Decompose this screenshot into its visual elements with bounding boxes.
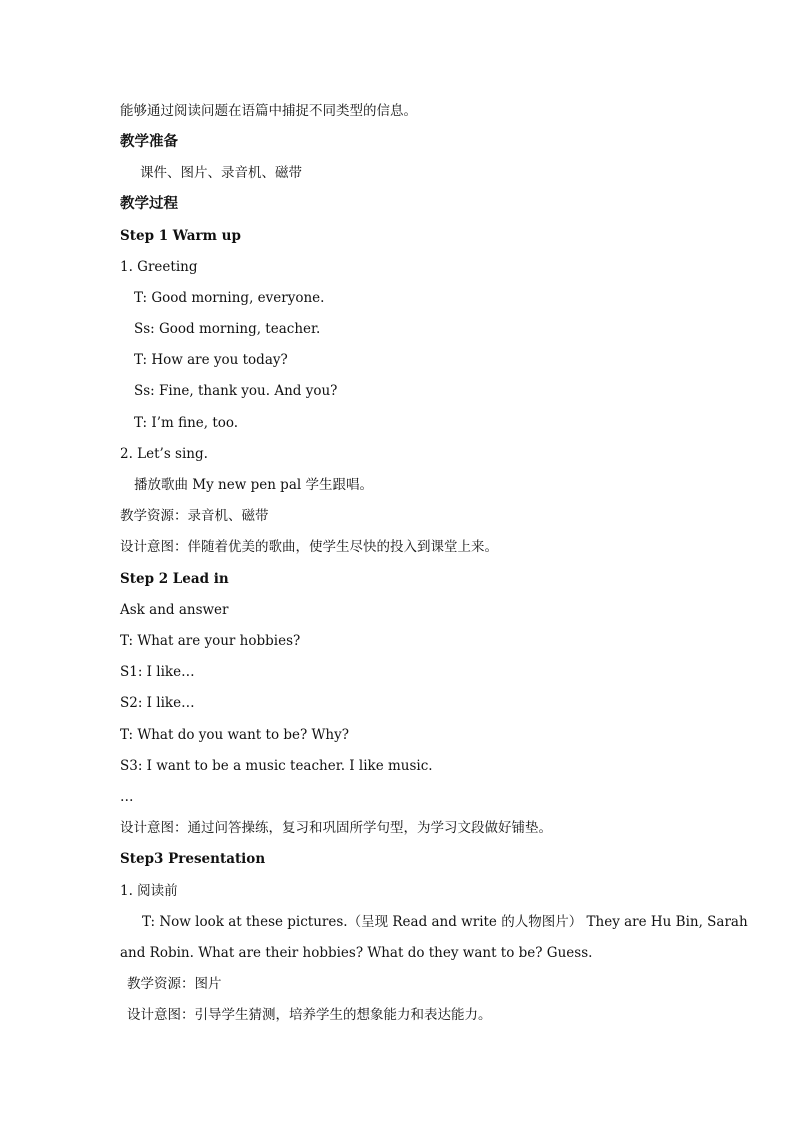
teaching-resource: 教学资源：录音机、磁带	[120, 508, 269, 524]
dialogue-line: S1: I like…	[120, 664, 195, 680]
step-3-heading: Step3 Presentation	[120, 851, 266, 867]
dialogue-line: T: What are your hobbies?	[120, 633, 301, 649]
paragraph-line: T: Now look at these pictures.（呈现 Read and write 的人物图片） They are Hu Bin, Sarah	[142, 914, 748, 930]
activity-title: Ask and answer	[120, 602, 229, 618]
list-item-greeting: 1. Greeting	[120, 259, 198, 275]
dialogue-line: Ss: Fine, thank you. And you?	[134, 383, 338, 399]
design-intent: 设计意图：通过问答操练，复习和巩固所学句型，为学习文段做好铺垫。	[120, 820, 552, 836]
heading-teaching-preparation: 教学准备	[120, 133, 178, 150]
design-intent: 设计意图：引导学生猜测，培养学生的想象能力和表达能力。	[127, 1007, 492, 1023]
dialogue-line: S3: I want to be a music teacher. I like music.	[120, 758, 433, 774]
list-item-sing: 2. Let’s sing.	[120, 446, 208, 462]
ellipsis: …	[120, 789, 134, 805]
dialogue-line: T: I’m fine, too.	[134, 415, 239, 431]
dialogue-line: S2: I like…	[120, 695, 195, 711]
dialogue-line: T: Good morning, everyone.	[134, 290, 325, 306]
paragraph-line: and Robin. What are their hobbies? What do they want to be? Guess.	[120, 945, 593, 961]
teaching-resource: 教学资源：图片	[127, 976, 222, 992]
step-1-heading: Step 1 Warm up	[120, 228, 241, 244]
list-item-pre-reading: 1. 阅读前	[120, 883, 178, 899]
step-2-heading: Step 2 Lead in	[120, 571, 229, 587]
dialogue-line: Ss: Good morning, teacher.	[134, 321, 321, 337]
song-instruction: 播放歌曲 My new pen pal 学生跟唱。	[134, 477, 373, 493]
dialogue-line: T: What do you want to be? Why?	[120, 727, 349, 743]
objective-text: 能够通过阅读问题在语篇中捕捉不同类型的信息。	[120, 103, 417, 119]
preparation-items: 课件、图片、录音机、磁带	[140, 165, 302, 181]
design-intent: 设计意图：伴随着优美的歌曲，使学生尽快的投入到课堂上来。	[120, 539, 498, 555]
dialogue-line: T: How are you today?	[134, 352, 288, 368]
heading-teaching-process: 教学过程	[120, 195, 178, 212]
